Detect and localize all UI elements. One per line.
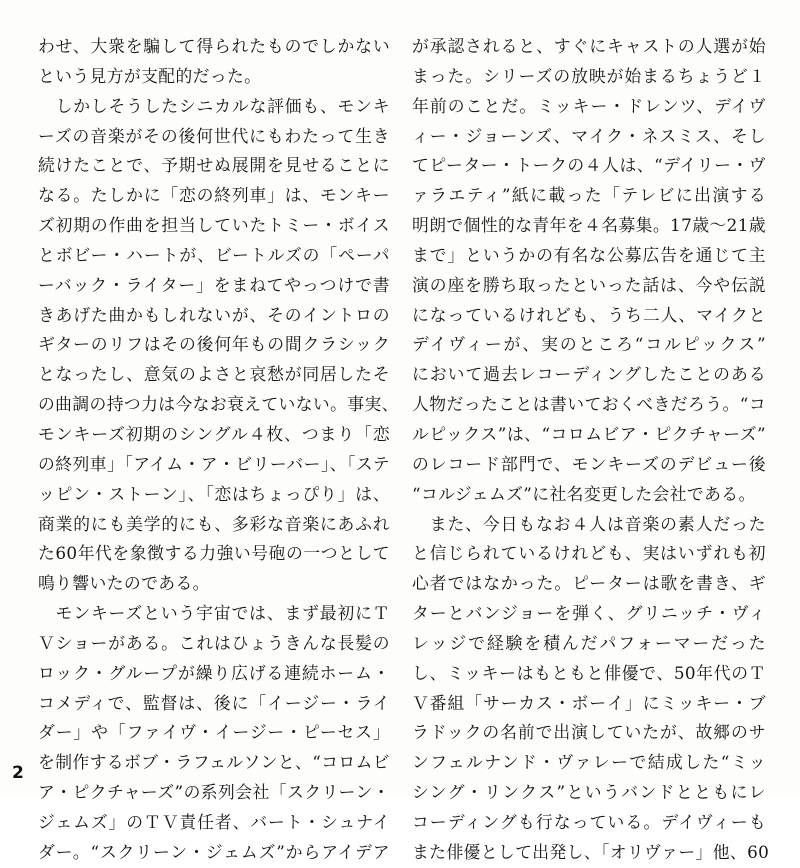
text-line: 心者ではなかった。ピーターは歌を書き、ギ [412,573,766,594]
text-line: 年前のことだ。ミッキー・ドレンツ、デイヴ [412,95,766,116]
text-line: Ｖ番組「サーカス・ボーイ」にミッキー・ブ [412,692,766,713]
text-line: きあげた曲かもしれないが、そのイントロの [38,304,390,325]
text-line: レッジで経験を積んだパフォーマーだった [412,632,766,653]
text-line: し、ミッキーはもともと俳優で、50年代のＴ [412,662,766,683]
text-line: 明朗で個性的な青年を４名募集。17歳～21歳 [412,215,766,236]
text-line: まで」というかの有名な公募広告を通じて主 [412,244,766,265]
text-line: が承認されると、すぐにキャストの人選が始 [412,36,766,56]
text-line: シング・リンクス”というバンドとともにレ [412,782,766,803]
text-line: ロック・グループが繰り広げる連続ホーム・ [38,662,390,683]
text-line: ギターのリフはその後何年もの間クラシック [38,334,390,355]
text-line: しかしそうしたシニカルな評価も、モンキ [38,95,390,116]
text-line: ーバック・ライター」をまねてやっつけで書 [38,274,390,295]
page-number: 2 [12,763,24,783]
text-line: ィー・ジョーンズ、マイク・ネスミス、そし [412,125,766,146]
text-line: とボビー・ハートが、ビートルズの「ペーパ [38,244,390,265]
left-text-column [38,32,399,868]
text-line: のレコード部門で、モンキーズのデビュー後 [412,453,766,474]
text-line: まった。シリーズの放映が始まるちょうど１ [412,65,766,86]
text-line: Ｖショーがある。これはひょうきんな長髪の [38,632,390,653]
text-line: モンキーズ初期のシングル４枚、つまり「恋 [38,423,390,444]
text-line: 演の座を勝ち取ったといった話は、今や伝説 [412,274,766,295]
text-line: なる。たしかに「恋の終列車」は、モンキー [38,185,390,206]
text-line: “コルジェムズ”に社名変更した会社である。 [412,483,756,504]
text-line: ルピックス”は、“コロムビア・ピクチャーズ” [412,423,766,444]
text-line: モンキーズという宇宙では、まず最初にＴ [38,603,390,624]
text-line: 鳴り響いたのである。 [38,573,210,594]
text-line: の曲調の持つ力は今なお衰えていない。事実、 [38,394,399,415]
text-line: という見方が支配的だった。 [38,65,262,86]
text-line: また俳優として出発し、「オリヴァー」他、60 [412,841,770,862]
text-line: となったし、意気のよさと哀愁が同居したそ [38,364,390,385]
text-line: ッピン・ストーン」、「恋はちょっぴり」は、 [38,483,390,504]
text-line: ーズの音楽がその後何世代にもわたって生き [38,125,390,146]
text-line: ンフェルナンド・ヴァレーで結成した“ミッ [412,752,766,773]
text-line: を制作するボブ・ラフェルソンと、“コロムビ [38,752,390,773]
text-line: ターとバンジョーを弾く、グリニッチ・ヴィ [412,603,766,624]
text-line: ダー。“スクリーン・ジェムズ”からアイデア [38,841,390,862]
text-line: ジェムズ」のＴＶ責任者、バート・シュナイ [38,811,390,832]
text-line: デイヴィーが、実のところ“コルピックス” [412,334,766,355]
text-line: 人物だったことは書いておくべきだろう。“コ [412,394,766,415]
text-line: てピーター・トークの４人は、“デイリー・ヴ [412,155,766,176]
text-line: コメディで、監督は、後に「イージー・ライ [38,692,390,713]
right-text-column [412,32,770,868]
text-line: コーディングも行なっている。デイヴィーも [412,811,766,832]
text-line: において過去レコーディングしたことのある [412,364,766,385]
text-line: 商業的にも美学的にも、多彩な音楽にあふれ [38,513,390,534]
text-line: になっているけれども、うち二人、マイクと [412,304,766,325]
text-line: ア・ピクチャーズ”の系列会社「スクリーン・ [38,782,390,803]
text-line: ズ初期の作曲を担当していたトミー・ボイス [38,215,390,236]
text-line: ラドックの名前で出演していたが、故郷のサ [412,722,766,743]
text-line: た60年代を象徴する力強い号砲の一つとして [38,543,390,564]
text-line: の終列車」「アイム・ア・ビリーバー」、「ステ [38,453,390,474]
text-line: 続けたことで、予期せぬ展開を見せることに [38,155,390,176]
text-line: ァラエティ”紙に載った「テレビに出演する [412,185,766,206]
text-line: ダー」や「ファイヴ・イージー・ピーセス」 [38,722,390,743]
text-line: と信じられているけれども、実はいずれも初 [412,543,766,564]
text-line: また、今日もなお４人は音楽の素人だった [412,513,766,534]
text-line: わせ、大衆を騙して得られたものでしかない [38,36,390,56]
